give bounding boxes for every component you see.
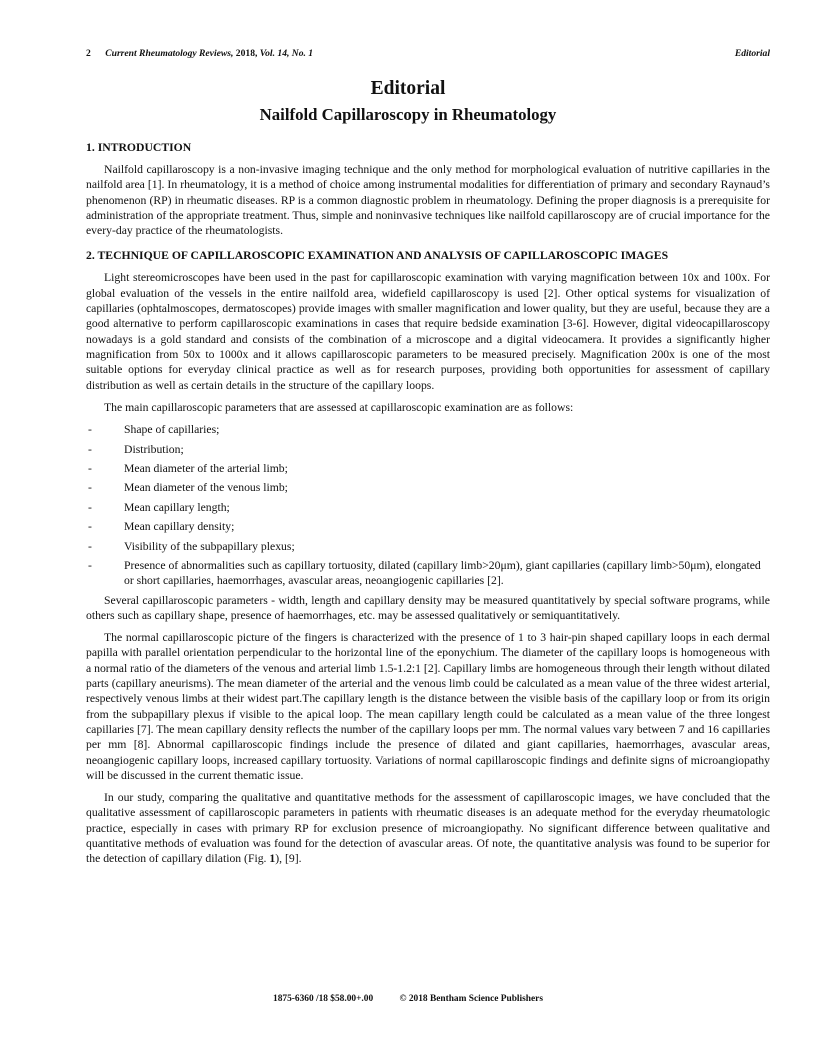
journal-year: 2018, (233, 48, 260, 59)
list-item (86, 422, 770, 437)
list-marker: - (88, 442, 92, 456)
list-item (86, 519, 770, 534)
issn-price: 1875-6360 /18 $58.00+.00 (273, 994, 374, 1004)
list-item (86, 442, 770, 457)
parameter-list (86, 422, 770, 588)
list-marker: - (88, 500, 92, 514)
page-number: 2 (86, 48, 91, 59)
journal-name: Current Rheumatology Reviews, (105, 48, 234, 59)
list-marker: - (88, 539, 92, 553)
article-title: Nailfold Capillaroscopy in Rheumatology (259, 105, 557, 124)
paragraph: Several capillaroscopic parameters - width, length and capillary density may be measured quantitatively by special software programs, while others such as capillary shape, presence of haemorrhages, etc. may be assessed qualitatively or semiquantitatively. (86, 593, 770, 622)
list-item (86, 461, 770, 476)
paragraph: The main capillaroscopic parameters that are assessed at capillaroscopic examination are as follows: (104, 400, 574, 414)
article-body (86, 140, 770, 874)
list-item (86, 558, 770, 589)
paragraph-text: ), [9]. (275, 852, 302, 866)
list-marker: - (88, 461, 92, 475)
list-item-text: Distribution; (124, 442, 184, 456)
paragraph: Light stereomicroscopes have been used in the past for capillaroscopic examination with varying magnification between 10x and 100x. For global evaluation of the vessels in the entire nailfold area, widefield capillaroscopy is used [2]. Other optical systems for visualization of capillaries (ophtalmoscopes, dermatoscopes) provide images with smaller magnification and lower quality, but they are useful, because they are a good alternative to perform capillaroscopic examinations in cases that require bedside examination [3-6]. However, digital videocapillaroscopy nowadays is a gold standard and consists of the combination of a microscope and a digital videocamera. It provides a significantly higher magnification from 50x to 1000x and it allows capillaroscopic parameters to be measured precisely. Magnification 200x is one of the most suitable options for everyday clinical practice as well as for research purposes, providing both opportunities for assessment of capillary distribution as well as certain details in the structure of the capillary loops. (86, 271, 770, 392)
list-marker: - (88, 481, 92, 495)
list-item (86, 480, 770, 495)
list-item (86, 539, 770, 554)
journal-volume: Vol. 14, No. 1 (259, 48, 314, 59)
section-heading: 1. INTRODUCTION (86, 141, 192, 154)
list-item-text: Mean diameter of the venous limb; (124, 481, 288, 495)
list-marker: - (88, 520, 92, 534)
section-introduction (86, 140, 770, 238)
paragraph (86, 790, 770, 866)
list-item-text: Mean diameter of the arterial limb; (124, 461, 288, 475)
running-head (86, 48, 770, 62)
paragraph: The normal capillaroscopic picture of the fingers is characterized with the presence of 1 to 3 hair-pin shaped capillary loops in each dermal papilla with parallel orientation perpendicular to the horizontal line of the eponychium. The diameter of the capillary loops is homogeneous with a normal ratio of the diameters of the venous and arterial limb 1.5-1.2:1 [2]. Capillary limbs are homogeneous through their length without dilated parts (capillary aneurisms). The mean diameter of the arterial and the venous limb could be calculated as a mean value of the three widest arterial, respectively venous limbs at their widest part.The capillary length is the distance between the visible basis of the capillary loop or from its origin from the subpapillary plexus if visible to the apical loop. The mean capillary length could be calculated as a mean value of the three longest capillaries [7]. The mean capillary density reflects the number of the capillary loops per mm. The normal values vary between 7 and 16 capillaries per mm [8]. Abnormal capillaroscopic findings include the presence of dilated and giant capillaries, haemorrhages, avascular areas, neoangiogenic capillary loops, increased capillary tortuosity. Variations of normal capillaroscopic findings and definite signs of microangiopathy will be discussed in the current thematic issue. (86, 631, 770, 782)
list-marker: - (88, 423, 92, 437)
running-head-citation (86, 48, 313, 59)
list-item (86, 500, 770, 515)
section-technique (86, 248, 770, 866)
paragraph-text: In our study, comparing the qualitative and quantitative methods for the assessment of capillaroscopic images, we have concluded that the qualitative assessment of capillaroscopic parameters in patients with rheumatic diseases is an adequate method for the everyday rheumatologic practice, especially in cases with primary RP for exclusion presence of microangiopathy. No significant difference between qualitative and quantitative methods of evaluation was found for the detection of avascular areas. Of note, the quantitative analysis was found to be superior for the detection of capillary dilation (Fig. (86, 791, 770, 866)
page-footer (0, 994, 816, 1004)
section-heading: 2. TECHNIQUE OF CAPILLAROSCOPIC EXAMINATION AND ANALYSIS OF CAPILLAROSCOPIC IMAGES (86, 249, 669, 263)
list-item-text: Mean capillary length; (124, 500, 230, 514)
article-type-title: Editorial (370, 78, 446, 99)
figure-reference[interactable]: 1 (269, 852, 276, 866)
copyright: © 2018 Bentham Science Publishers (399, 994, 543, 1004)
list-marker: - (88, 558, 92, 572)
list-item-text: Mean capillary density; (124, 520, 235, 534)
list-item-text: Shape of capillaries; (124, 423, 220, 437)
running-head-section: Editorial (734, 48, 770, 59)
paragraph: Nailfold capillaroscopy is a non-invasive imaging technique and the only method for morphological evaluation of nutritive capillaries in the nailfold area [1]. In rheumatology, it is a method of choice among instrumental modalities for differentiation of primary and secondary Raynaud’s phenomenon (RP) in rheumatic diseases. RP is a common diagnostic problem in rheumatology. Defining the proper diagnosis is a prerequisite for administration of the appropriate treatment. Thus, simple and noninvasive techniques like nailfold capillaroscopy are of crucial importance for the every-day practice of the rheumatologists. (86, 163, 770, 238)
list-item-text: Visibility of the subpapillary plexus; (124, 539, 295, 553)
list-item-text: Presence of abnormalities such as capillary tortuosity, dilated (capillary limb>20μm), giant capillaries (capillary limb>50μm), elongated or short capillaries, haemorrhages, avascular areas, neoangiogenic capillaries [2]. (124, 558, 761, 588)
